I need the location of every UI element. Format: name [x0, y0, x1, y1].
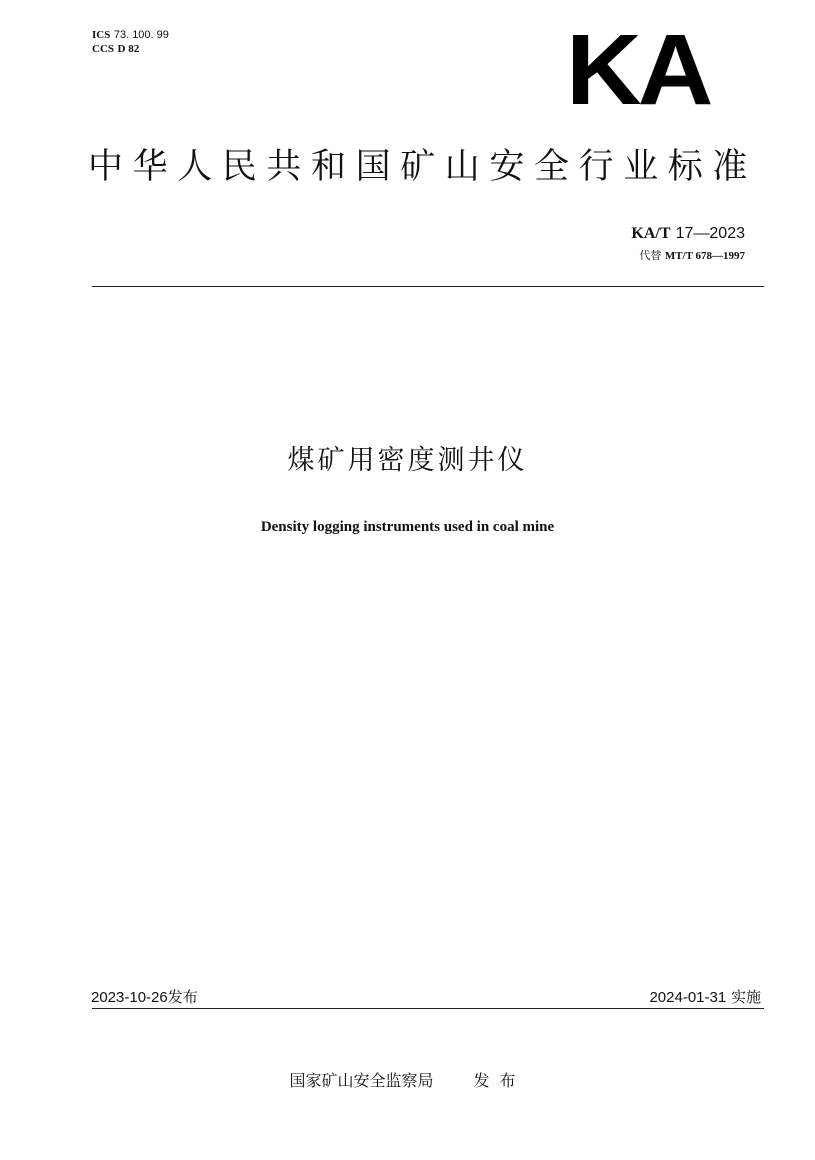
standard-number-block: [631, 222, 745, 264]
ics-line: [92, 28, 169, 42]
classification-codes: [92, 28, 169, 56]
ccs-line: [92, 42, 169, 56]
ics-code: 73. 100. 99: [113, 29, 169, 41]
issuer-line: [0, 1070, 815, 1092]
issuer-name: 国家矿山安全监察局: [289, 1071, 434, 1090]
standard-category-title: 中华人民共和国矿山安全行业标准: [88, 147, 758, 187]
standard-number: [631, 222, 745, 245]
standard-code: 17—2023: [675, 225, 745, 242]
standard-prefix: KA/T: [631, 225, 671, 242]
ccs-code: D 82: [117, 43, 140, 55]
publish-date-value: 2023-10-26: [91, 989, 168, 1006]
ka-logo: KA: [566, 14, 710, 126]
replaces-line: [631, 248, 745, 264]
ics-label: ICS: [92, 29, 111, 41]
header-divider: [92, 286, 764, 287]
footer-divider: [92, 1008, 764, 1009]
replaces-label: 代替: [639, 249, 662, 262]
document-title-en: Density logging instruments used in coal mine: [260, 519, 555, 535]
issuer-action: 发布: [473, 1071, 526, 1090]
document-title-cn: 煤矿用密度测井仪: [287, 445, 528, 476]
effective-label: 实施: [730, 988, 761, 1006]
publish-label: 发布: [167, 988, 198, 1006]
effective-date-value: 2024-01-31: [649, 989, 727, 1006]
effective-date: [649, 987, 761, 1008]
replaces-code: MT/T 678—1997: [664, 250, 745, 262]
publish-date: [91, 987, 198, 1008]
ccs-label: CCS: [92, 43, 115, 55]
